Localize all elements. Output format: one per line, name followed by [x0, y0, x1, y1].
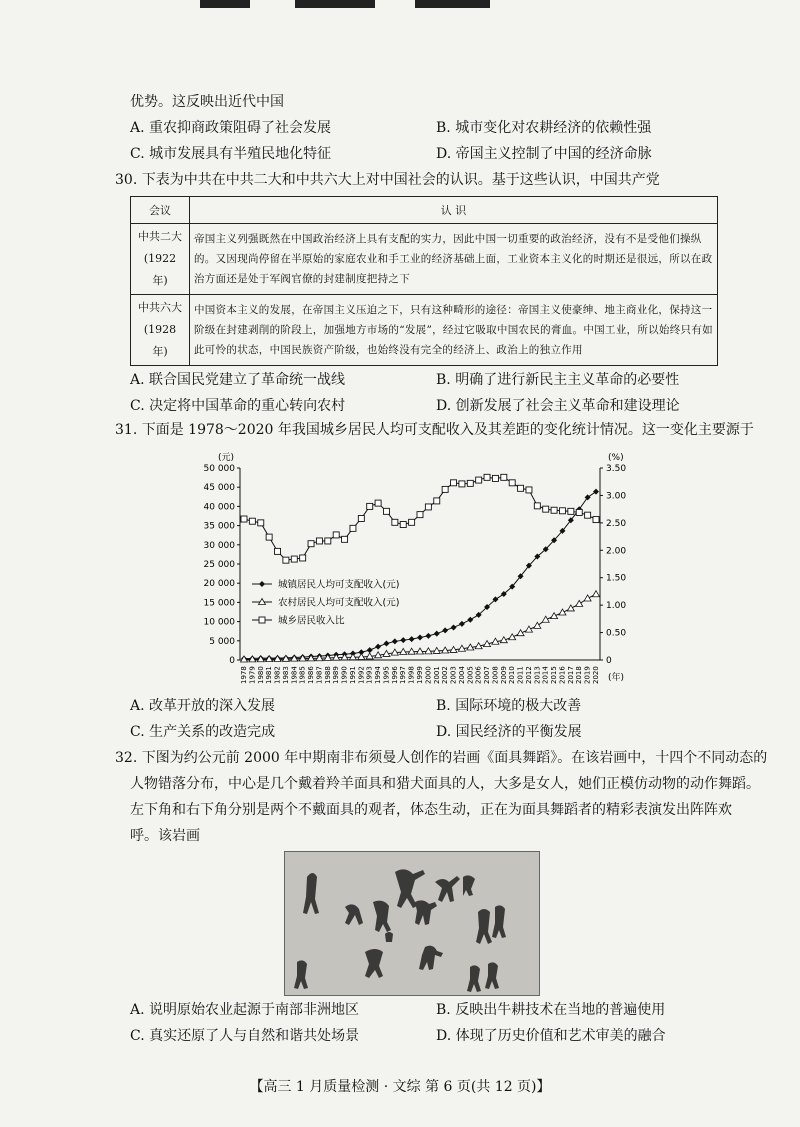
series-point-ratio — [266, 534, 272, 540]
series-point-ratio — [593, 517, 599, 523]
rock-painting-figures — [285, 852, 539, 995]
right-tick-label: 3.00 — [606, 491, 627, 502]
left-tick-label: 10 000 — [203, 617, 235, 628]
left-tick-label: 25 000 — [203, 560, 235, 570]
right-tick-label: 2.00 — [606, 546, 627, 557]
q30-option-a[interactable]: A. 联合国民党建立了革命统一战线 — [130, 372, 346, 388]
x-tick-label: 1994 — [374, 666, 383, 684]
income-chart — [190, 446, 650, 686]
series-point-ratio — [559, 508, 565, 514]
series-point-ratio — [518, 485, 524, 491]
series-point-urban — [425, 633, 431, 639]
series-point-urban — [442, 627, 448, 633]
series-point-ratio — [358, 515, 364, 521]
series-point-ratio — [492, 475, 498, 481]
series-point-ratio — [283, 557, 289, 563]
right-tick-label: 1.00 — [606, 601, 627, 612]
x-tick-label: 2017 — [566, 666, 575, 684]
left-tick-label: 50 000 — [203, 464, 235, 474]
x-tick-label: 2006 — [474, 666, 483, 684]
x-tick-label: 2010 — [508, 666, 517, 684]
left-tick-label: 20 000 — [203, 579, 235, 590]
series-point-ratio — [568, 508, 574, 514]
series-point-ratio — [585, 512, 591, 518]
series-point-ratio — [249, 518, 255, 524]
x-tick-label: 2001 — [432, 666, 441, 684]
legend-label: 城镇居民人均可支配收入(元) — [278, 579, 400, 591]
q29-option-c[interactable]: C. 城市发展具有半殖民地化特征 — [130, 146, 332, 162]
left-axis-unit: (元) — [218, 453, 235, 463]
q30-stem: 30. 下表为中共在中共二大和中共六大上对中国社会的认识。基于这些认识，中国共产党 — [115, 172, 660, 188]
x-tick-label: 1995 — [382, 666, 391, 684]
table-cell-meeting — [131, 295, 190, 366]
left-tick-label: 40 000 — [203, 502, 235, 513]
x-tick-label: 1978 — [240, 666, 248, 684]
q32-option-a[interactable]: A. 说明原始农业起源于南部非洲地区 — [130, 1002, 360, 1018]
x-tick-label: 2020 — [592, 666, 600, 684]
right-tick-label: 0.50 — [606, 628, 627, 639]
series-point-ratio — [350, 525, 356, 531]
series-point-rural — [542, 616, 549, 622]
q29-option-a[interactable]: A. 重农抑商政策阻碍了社会发展 — [130, 120, 332, 136]
x-tick-label: 2011 — [516, 666, 525, 684]
scan-artifact-top — [200, 0, 490, 10]
x-tick-label: 2005 — [466, 666, 475, 684]
series-point-urban — [383, 641, 389, 647]
x-tick-label: 1983 — [281, 666, 290, 684]
left-tick-label: 35 000 — [203, 521, 235, 532]
series-point-ratio — [291, 556, 297, 562]
right-tick-label: 2.50 — [606, 518, 627, 529]
series-point-ratio — [300, 555, 306, 561]
table-header-meeting: 会议 — [131, 197, 190, 224]
x-tick-label: 1993 — [365, 666, 374, 684]
left-tick-label: 0 — [229, 656, 235, 666]
x-tick-label: 1987 — [315, 666, 324, 684]
series-point-ratio — [383, 508, 389, 514]
x-tick-label: 1996 — [390, 666, 399, 684]
series-point-ratio — [392, 519, 398, 525]
q30-option-b[interactable]: B. 明确了进行新民主主义革命的必要性 — [436, 372, 680, 388]
series-point-ratio — [501, 474, 507, 480]
series-point-ratio — [308, 541, 314, 547]
q32-option-c[interactable]: C. 真实还原了人与自然和谐共处场景 — [130, 1028, 360, 1044]
left-tick-label: 15 000 — [203, 598, 235, 609]
q32-stem-line-3: 左下角和右下角分别是两个不戴面具的观者，体态生动，正在为面具舞蹈者的精彩表演发出阵阵欢 — [130, 802, 732, 818]
series-point-ratio — [459, 481, 465, 487]
series-point-ratio — [409, 519, 415, 525]
series-point-ratio — [576, 509, 582, 515]
series-point-ratio — [434, 498, 440, 504]
series-point-ratio — [316, 538, 322, 544]
q31-option-b[interactable]: B. 国际环境的极大改善 — [436, 698, 582, 714]
x-tick-label: 2016 — [558, 666, 567, 684]
q32-stem-line-1: 32. 下图为约公元前 2000 年中期南非布须曼人创作的岩画《面具舞蹈》。在该岩画中，十四个不同动态的 — [115, 750, 768, 766]
x-tick-label: 2004 — [457, 666, 466, 684]
series-point-ratio — [484, 474, 490, 480]
left-tick-label: 45 000 — [203, 483, 235, 494]
q29-option-b[interactable]: B. 城市变化对农耕经济的依赖性强 — [436, 120, 652, 136]
series-point-urban — [459, 621, 465, 627]
x-tick-label: 2012 — [524, 666, 533, 684]
rock-painting-image — [284, 851, 540, 996]
series-point-ratio — [543, 506, 549, 512]
series-point-urban — [593, 489, 599, 495]
right-axis-unit: (%) — [608, 453, 624, 463]
series-point-ratio — [509, 480, 515, 486]
series-point-rural — [559, 609, 566, 615]
series-point-ratio — [534, 503, 540, 509]
q31-option-c[interactable]: C. 生产关系的改造完成 — [130, 724, 276, 740]
q31-option-d[interactable]: D. 国民经济的平衡发展 — [436, 724, 582, 740]
x-tick-label: 2008 — [491, 666, 500, 684]
series-point-rural — [584, 595, 591, 601]
q30-table — [130, 196, 718, 366]
q32-option-b[interactable]: B. 反映出牛耕技术在当地的普遍使用 — [436, 1002, 666, 1018]
series-point-rural — [567, 605, 574, 611]
series-point-urban — [392, 638, 398, 644]
series-point-urban — [417, 635, 423, 641]
series-point-rural — [517, 630, 524, 636]
q32-option-d[interactable]: D. 体现了历史价值和艺术审美的融合 — [436, 1028, 666, 1044]
table-cell-meeting — [131, 224, 190, 295]
x-tick-label: 1992 — [357, 666, 366, 684]
series-point-ratio — [333, 532, 339, 538]
legend-marker-square — [259, 617, 265, 623]
x-tick-label: 2019 — [583, 666, 592, 684]
series-point-ratio — [258, 520, 264, 526]
series-point-ratio — [241, 516, 247, 522]
q31-stem: 31. 下面是 1978～2020 年我国城乡居民人均可支配收入及其差距的变化统计情况。这一变化主要源于 — [115, 422, 754, 438]
x-tick-label: 2000 — [424, 666, 433, 684]
series-point-urban — [451, 624, 457, 630]
series-point-rural — [593, 591, 600, 597]
right-tick-label: 1.50 — [606, 573, 627, 584]
series-point-ratio — [551, 507, 557, 513]
x-tick-label: 1985 — [298, 666, 307, 684]
series-point-rural — [525, 626, 532, 632]
x-tick-label: 1990 — [340, 666, 349, 684]
q31-option-a[interactable]: A. 改革开放的深入发展 — [130, 698, 276, 714]
page-footer: 【高三 1 月质量检测 · 文综 第 6 页(共 12 页)】 — [249, 1079, 551, 1095]
meeting-year: (1922 年) — [143, 252, 177, 287]
x-tick-label: 1982 — [273, 666, 282, 684]
series-point-ratio — [442, 486, 448, 492]
table-cell-text: 帝国主义列强既然在中国政治经济上具有支配的实力，因此中国一切重要的政治经济，没有不是受他们操纵的。又因现尚停留在半原始的家庭农业和手工业的经济基础上面，工业资本主义化的时期还是很远，所以在政治方面还是处于军阀官僚的封建制度把持之下 — [190, 224, 718, 295]
table-header-understanding: 认 识 — [190, 197, 718, 224]
series-point-ratio — [400, 522, 406, 528]
series-point-urban — [585, 494, 591, 500]
q29-tail: 优势。这反映出近代中国 — [130, 94, 284, 110]
q30-option-c[interactable]: C. 决定将中国革命的重心转向农村 — [130, 398, 346, 414]
meeting-name: 中共六大 — [138, 301, 182, 314]
series-point-urban — [409, 636, 415, 642]
series-point-ratio — [467, 480, 473, 486]
series-point-ratio — [325, 538, 331, 544]
x-tick-label: 2014 — [541, 666, 550, 684]
x-tick-label: 1991 — [348, 666, 357, 684]
table-row — [131, 224, 718, 295]
series-point-urban — [375, 644, 381, 650]
x-tick-label: 1998 — [407, 666, 416, 684]
meeting-year: (1928 年) — [143, 323, 177, 358]
x-tick-label: 2002 — [441, 666, 450, 684]
x-tick-label: 1999 — [416, 666, 424, 684]
series-point-ratio — [417, 512, 423, 518]
table-cell-text: 中国资本主义的发展，在帝国主义压迫之下，只有这种畸形的途径：帝国主义使豪绅、地主商业化，保持这一阶级在封建剥削的阶段上，加强地方市场的“发展”，经过它吸取中国农民的膏血。中国工业，所以始终只有如此可怜的状态，中国民族资产阶级，也始终没有完全的经济上、政治上的独立作用 — [190, 295, 718, 366]
series-point-urban — [467, 617, 473, 623]
x-tick-label: 2007 — [483, 666, 492, 684]
legend-label: 城乡居民收入比 — [278, 615, 345, 627]
x-tick-label: 2018 — [575, 666, 584, 684]
x-tick-label: 2009 — [499, 666, 508, 684]
q29-option-d[interactable]: D. 帝国主义控制了中国的经济命脉 — [436, 146, 652, 162]
right-tick-label: 0 — [606, 656, 612, 666]
series-point-ratio — [367, 503, 373, 509]
series-line-2 — [244, 477, 596, 560]
series-point-rural — [509, 634, 516, 640]
q32-stem-line-2: 人物错落分布，中心是几个戴着羚羊面具和猎犬面具的人，大多是女人，她们正模仿动物的动作舞蹈。 — [130, 776, 760, 792]
series-point-ratio — [375, 500, 381, 506]
q32-stem-line-4: 呼。该岩画 — [130, 828, 200, 844]
x-tick-label: 1997 — [399, 666, 408, 684]
series-point-ratio — [451, 480, 457, 486]
x-tick-label: 1989 — [332, 666, 341, 684]
x-tick-label: 1981 — [265, 666, 274, 684]
series-point-ratio — [275, 548, 281, 554]
x-axis-unit: (年) — [608, 673, 625, 683]
meeting-name: 中共二大 — [138, 230, 182, 243]
series-point-ratio — [425, 504, 431, 510]
x-tick-label: 2003 — [449, 666, 458, 684]
series-point-rural — [551, 613, 558, 619]
legend-marker-diamond — [259, 581, 265, 587]
table-row — [131, 295, 718, 366]
series-point-ratio — [476, 477, 482, 483]
x-tick-label: 1979 — [248, 666, 257, 684]
series-point-ratio — [526, 487, 532, 493]
left-tick-label: 30 000 — [203, 540, 235, 551]
series-point-urban — [434, 631, 440, 637]
x-tick-label: 1980 — [256, 666, 265, 684]
series-point-ratio — [342, 536, 348, 542]
x-tick-label: 1988 — [323, 666, 332, 684]
series-point-urban — [400, 637, 406, 643]
q30-option-d[interactable]: D. 创新发展了社会主义革命和建设理论 — [436, 398, 680, 414]
x-tick-label: 2015 — [550, 666, 559, 684]
right-tick-label: 3.50 — [606, 464, 627, 474]
series-point-rural — [534, 622, 541, 628]
x-tick-label: 1984 — [290, 666, 299, 684]
series-point-rural — [576, 600, 583, 606]
legend-label: 农村居民人均可支配收入(元) — [278, 597, 400, 609]
x-tick-label: 2013 — [533, 666, 542, 684]
x-tick-label: 1986 — [307, 666, 316, 684]
left-tick-label: 5 000 — [209, 636, 235, 647]
